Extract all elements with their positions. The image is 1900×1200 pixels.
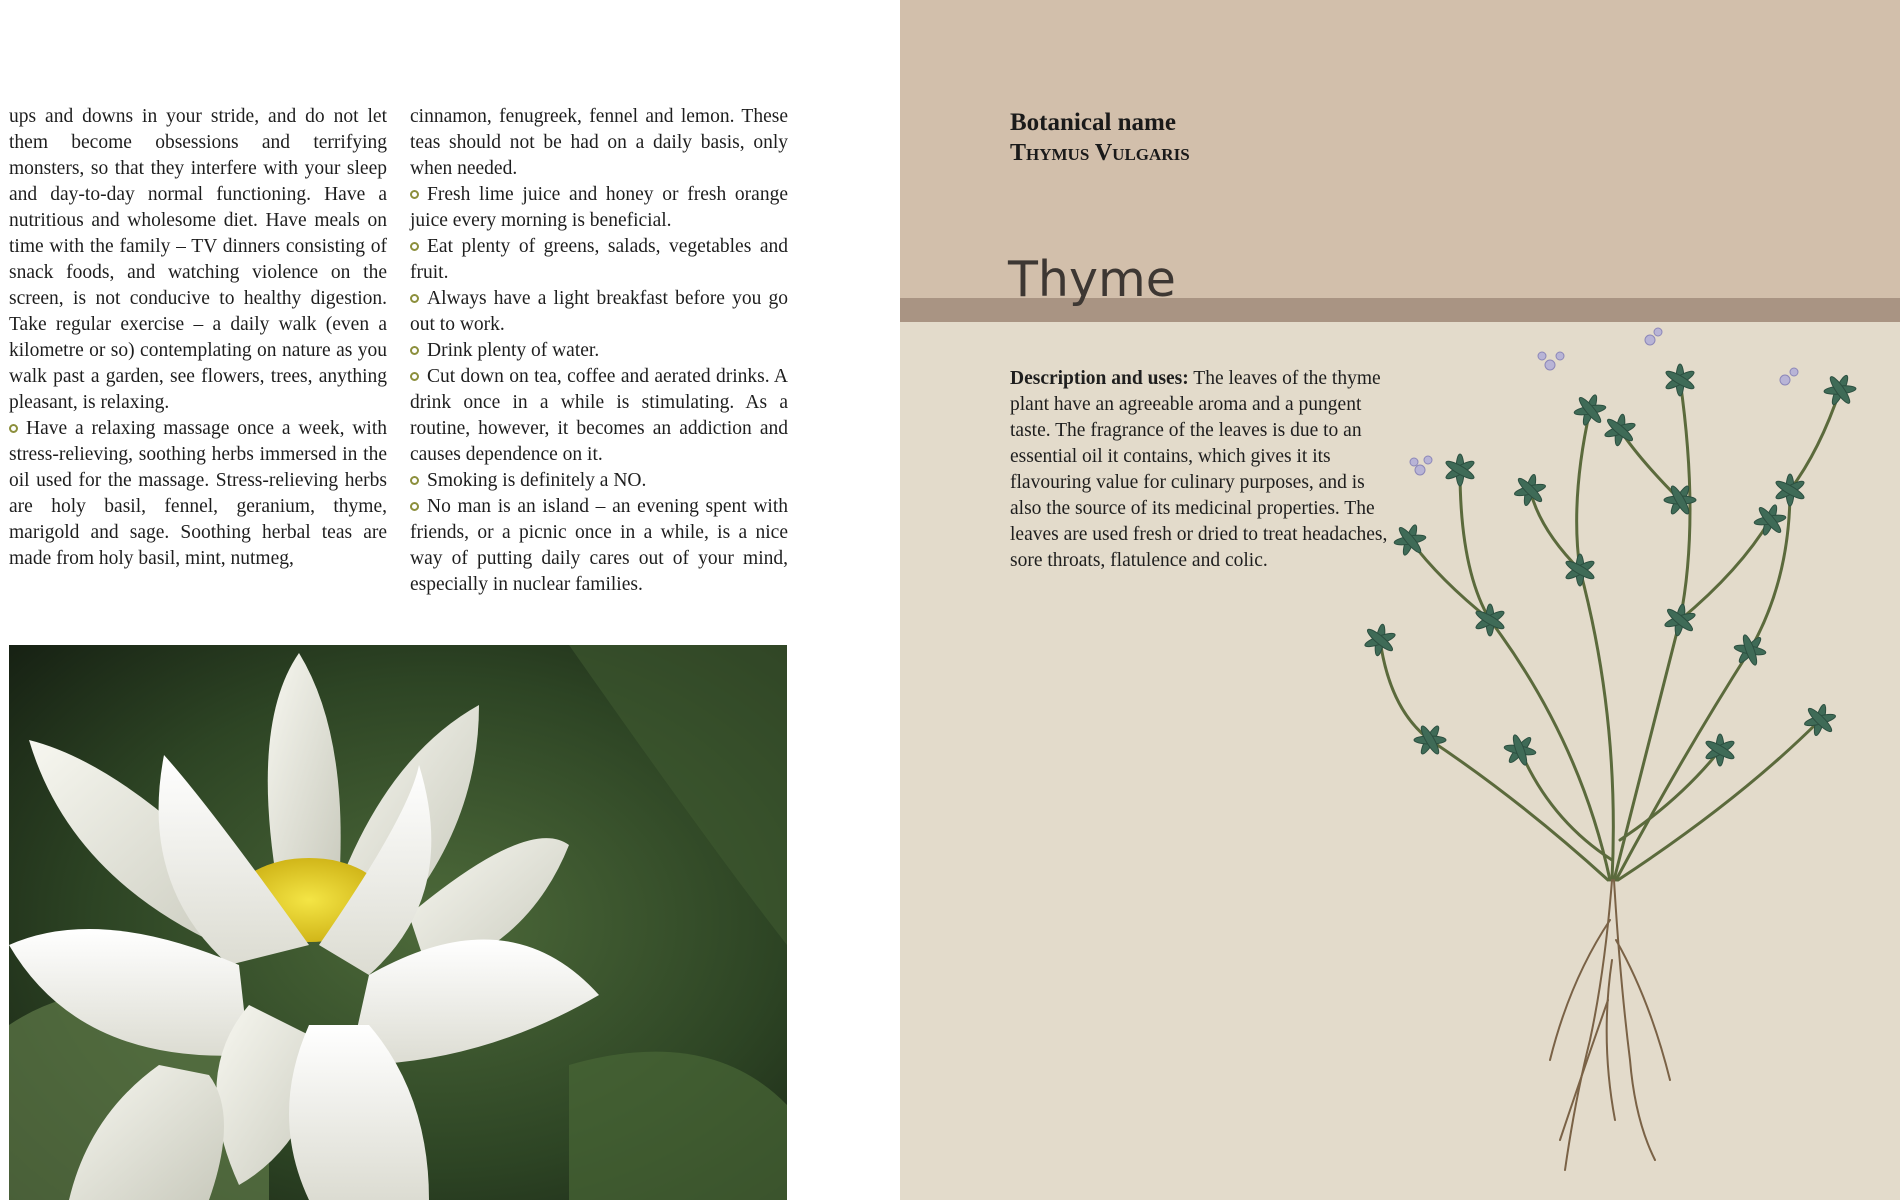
- bullet-icon: [410, 476, 419, 485]
- bullet-text: Drink plenty of water.: [427, 340, 600, 361]
- bullet-text: Have a relaxing massage once a week, with stress-relieving, soothing herbs immersed in the oil used for the massage. Stress-relieving herbs are holy basil, fennel, geranium, thyme, marigold and sage. Soothing herbal teas are made from holy basil, mint, nutmeg,: [9, 418, 387, 569]
- bullet-icon: [410, 502, 419, 511]
- bullet-item: [410, 494, 788, 598]
- left-page: [0, 0, 900, 1200]
- plant-title: Thyme: [1008, 251, 1176, 308]
- paragraph-intro: ups and downs in your stride, and do not let them become obsessions and terrifying monsters, so that they interfere with your sleep and day-to-day normal functioning. Have a nutritious and wholesome diet. Have meals on time with the family – TV dinners consisting of snack foods, and watching violence on the screen, is not conducive to healthy digestion. Take regular exercise – a daily walk (even a kilometre or so) contemplating on nature as you walk past a garden, see flowers, trees, anything pleasant, is relaxing.: [9, 106, 387, 413]
- bullet-text: No man is an island – an evening spent with friends, or a picnic once in a while, is a nice way of putting daily cares out of your mind, especially in nuclear families.: [410, 496, 788, 595]
- thyme-plant-illustration: [1320, 320, 1880, 1180]
- bullet-item: [410, 182, 788, 234]
- bullet-text: Always have a light breakfast before you go out to work.: [410, 288, 788, 335]
- description-text: The leaves of the thyme plant have an agreeable aroma and a pungent taste. The fragrance of the leaves is due to an essential oil it contains, which gives it its flavouring value for culinary purposes, and is also the source of its medicinal properties. The leaves are used fresh or dried to treat headaches, sore throats, flatulence and colic.: [1010, 368, 1388, 571]
- lotus-flower-photo: [9, 645, 787, 1200]
- bullet-item: [410, 234, 788, 286]
- botanical-name-value: Thymus Vulgaris: [1010, 140, 1190, 166]
- bullet-item: [410, 468, 788, 494]
- bullet-text: Smoking is definitely a NO.: [427, 470, 647, 491]
- bullet-item: [410, 286, 788, 338]
- bullet-text: Fresh lime juice and honey or fresh orange juice every morning is beneficial.: [410, 184, 788, 231]
- text-column-left: [9, 104, 387, 572]
- bullet-icon: [410, 242, 419, 251]
- bullet-icon: [9, 424, 18, 433]
- description-heading: Description and uses:: [1010, 368, 1189, 389]
- bullet-icon: [410, 372, 419, 381]
- bullet-icon: [410, 346, 419, 355]
- text-column-right: [410, 104, 788, 598]
- bullet-text: Eat plenty of greens, salads, vegetables and fruit.: [410, 236, 788, 283]
- bullet-icon: [410, 190, 419, 199]
- right-page: [900, 0, 1900, 1200]
- bullet-item: [410, 364, 788, 468]
- botanical-name-label: Botanical name: [1010, 109, 1176, 136]
- bullet-item: [410, 338, 788, 364]
- bullet-text: Cut down on tea, coffee and aerated drinks. A drink once in a while is stimulating. As a routine, however, it becomes an addiction and causes dependence on it.: [410, 366, 788, 465]
- bullet-icon: [410, 294, 419, 303]
- paragraph-continuation: cinnamon, fenugreek, fennel and lemon. These teas should not be had on a daily basis, only when needed.: [410, 106, 788, 179]
- bullet-item-massage: [9, 416, 387, 572]
